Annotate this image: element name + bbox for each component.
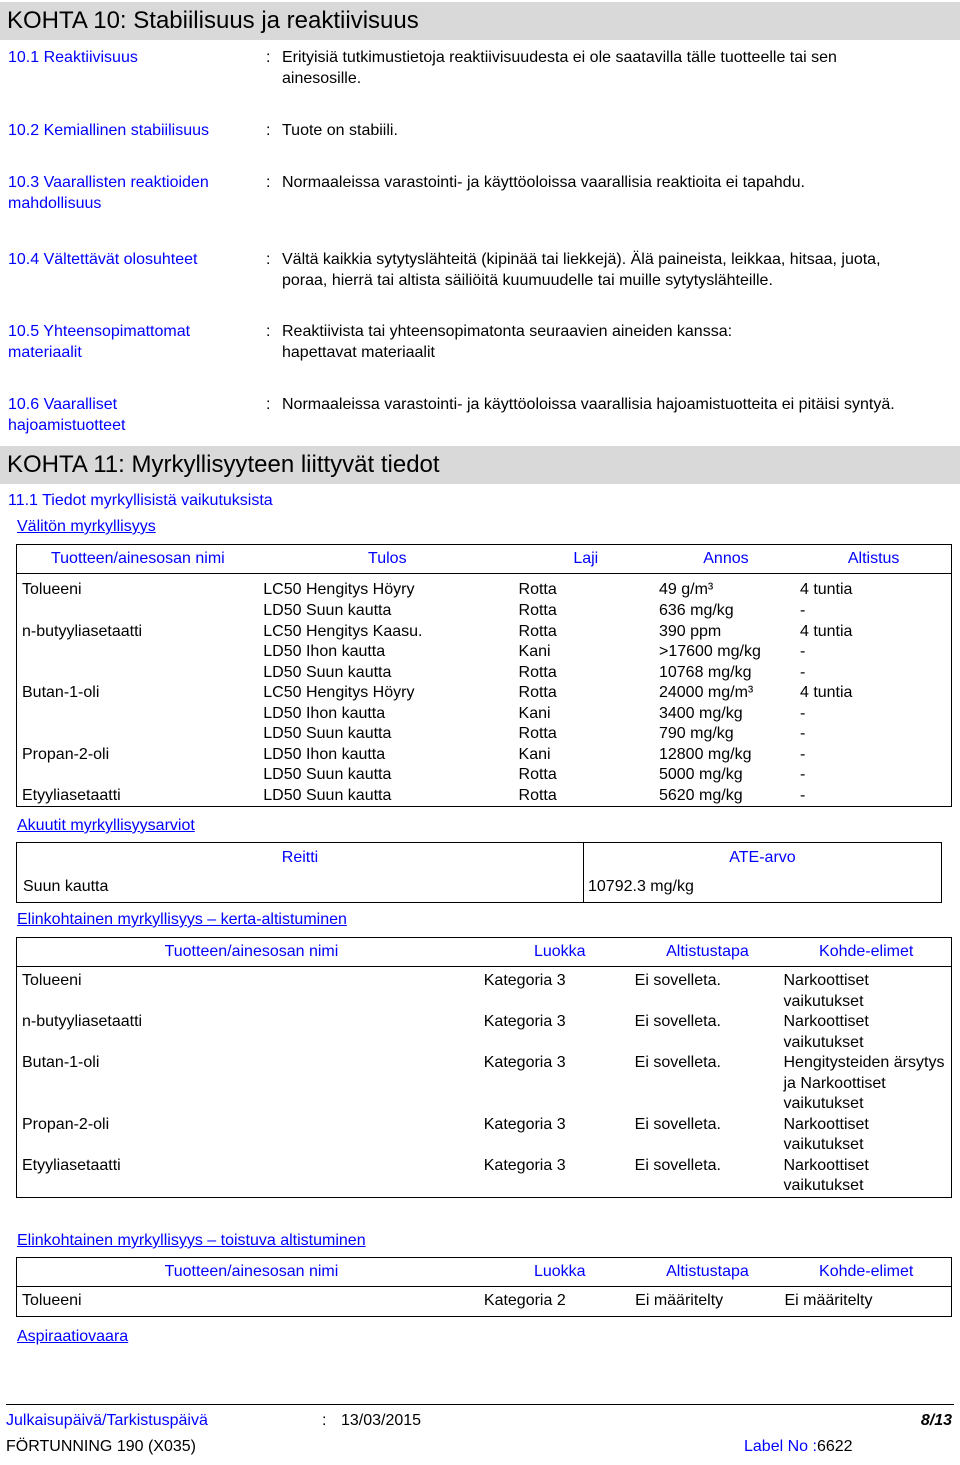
stot-repeat-row (17, 1287, 952, 1316)
acute-cell: n-butyyliasetaatti (22, 622, 143, 640)
acute-cell (17, 765, 260, 786)
acute-row (17, 745, 952, 766)
section-10-title: KOHTA 10: Stabiilisuus ja reaktiivisuus (0, 2, 960, 40)
acute-row (17, 663, 952, 684)
acute-cell: 12800 mg/kg (658, 745, 752, 763)
footer-page-number: 8/13 (920, 1412, 952, 1429)
stot-repeat-col-organs: Kohde-elimet (819, 1263, 914, 1280)
acute-toxicity-heading: Välitön myrkyllisyys (17, 518, 156, 535)
acute-cell: - (799, 745, 806, 763)
stot-single-heading: Elinkohtainen myrkyllisyys – kerta-altistuminen (17, 911, 347, 928)
acute-toxicity-table (16, 544, 952, 807)
stot-single-cell: n-butyyliasetaatti (22, 1013, 143, 1030)
stot-single-cell: Narkoottiset vaikutukset (783, 972, 869, 1010)
acute-cell (17, 704, 260, 725)
acute-cell: 10768 mg/kg (658, 663, 752, 681)
acute-cell: 636 mg/kg (658, 602, 734, 619)
ate-heading: Akuutit myrkyllisyysarviot (17, 817, 195, 834)
acute-cell: Rotta (518, 581, 557, 598)
acute-cell: LD50 Suun kautta (263, 663, 392, 681)
acute-cell: Tolueeni (22, 581, 82, 598)
acute-cell (17, 663, 260, 684)
stot-single-cell: Kategoria 3 (483, 1054, 566, 1071)
acute-cell: 5000 mg/kg (658, 766, 743, 783)
decomposition-value: Normaaleissa varastointi- ja käyttöoloissa vaarallisia hajoamistuotteita ei pitäisi syntyä. (282, 396, 895, 413)
stot-single-cell: Ei sovelleta. (634, 972, 721, 989)
aspiration-heading: Aspiraatiovaara (17, 1328, 129, 1345)
ate-table (16, 842, 942, 903)
acute-row (17, 786, 952, 807)
acute-cell: LC50 Hengitys Kaasu. (263, 622, 423, 640)
hazardous-reactions-label: 10.3 Vaarallisten reaktioiden (8, 174, 209, 191)
decomposition-label: 10.6 Vaaralliset (8, 396, 118, 413)
conditions-avoid-value-2: poraa, hierrä tai altista säiliöitä kuumuudelle tai muille sytytyslähteille. (282, 272, 773, 289)
acute-cell: LD50 Suun kautta (263, 766, 392, 783)
stot-repeat-header-box (16, 1257, 952, 1287)
stot-repeat-cell: Tolueeni (22, 1292, 82, 1309)
stot-single-table (16, 937, 952, 1198)
acute-cell: 4 tuntia (799, 684, 853, 701)
stot-single-cell: Narkoottiset vaikutukset (783, 1115, 869, 1153)
stot-single-cell: Kategoria 3 (483, 1156, 566, 1174)
acute-cell: 3400 mg/kg (658, 704, 743, 722)
ate-route-value: Suun kautta (23, 878, 109, 895)
acute-cell: Rotta (518, 725, 557, 742)
acute-cell: - (799, 766, 806, 783)
stot-single-col-name: Tuotteen/ainesosan nimi (164, 943, 339, 960)
hazardous-reactions-value: Normaaleissa varastointi- ja käyttöoloissa vaarallisia reaktioita ei tapahdu. (282, 174, 805, 191)
ate-col-value: ATE-arvo (584, 843, 942, 873)
acute-cell: >17600 mg/kg (658, 643, 761, 660)
footer-label-no: 6622 (816, 1438, 853, 1455)
stot-repeat-heading: Elinkohtainen myrkyllisyys – toistuva altistuminen (17, 1232, 366, 1249)
acute-cell: - (799, 725, 806, 742)
stability-colon: : (266, 122, 271, 139)
acute-col-dose: Annos (703, 550, 749, 567)
acute-cell: Rotta (518, 786, 557, 804)
acute-cell: LD50 Ihon kautta (263, 704, 386, 722)
acute-cell (17, 642, 260, 663)
stot-repeat-col-name: Tuotteen/ainesosan nimi (164, 1263, 339, 1280)
ate-col-route: Reitti (281, 848, 319, 866)
acute-row (17, 601, 952, 622)
acute-cell: - (799, 643, 806, 660)
stot-single-cell: Etyyliasetaatti (22, 1156, 121, 1174)
stot-single-row (17, 967, 952, 1012)
acute-cell: LD50 Ihon kautta (263, 745, 386, 763)
acute-cell: LC50 Hengitys Höyry (263, 684, 415, 701)
conditions-avoid-value: Vältä kaikkia sytytyslähteitä (kipinää tai liekkejä). Älä paineista, leikkaa, hitsaa, juota, (282, 251, 881, 268)
incompatible-value-2: hapettavat materiaalit (282, 344, 435, 361)
acute-cell: 4 tuntia (799, 622, 853, 640)
stot-single-cell: Tolueeni (22, 972, 82, 989)
stot-repeat-col-category: Luokka (533, 1263, 586, 1280)
footer-label-no-label: Label No : (744, 1438, 817, 1455)
acute-cell: - (799, 663, 806, 681)
stot-single-header-box (16, 937, 952, 967)
acute-cell: Kani (518, 745, 551, 763)
stot-single-col-route: Altistustapa (666, 943, 749, 960)
stot-single-col-category: Luokka (533, 943, 586, 960)
stot-single-col-organs: Kohde-elimet (819, 943, 914, 960)
stot-single-cell: Propan-2-oli (22, 1115, 110, 1133)
ate-box (16, 842, 942, 903)
section-11-subtitle: 11.1 Tiedot myrkyllisistä vaikutuksista (8, 492, 273, 509)
acute-cell: Kani (518, 643, 551, 660)
acute-cell: - (799, 704, 806, 722)
stot-single-cell: Kategoria 3 (483, 972, 566, 989)
stot-single-cell: Hengitysteiden ärsytys ja Narkoottiset vaikutukset (783, 1054, 945, 1112)
hazardous-reactions-colon: : (266, 174, 271, 191)
acute-row (17, 642, 952, 663)
ate-col-route-cell (17, 843, 584, 873)
stot-repeat-table (16, 1257, 952, 1317)
acute-col-species: Laji (573, 550, 599, 567)
acute-row (17, 724, 952, 745)
acute-cell: - (799, 602, 806, 619)
reactivity-value: Erityisiä tutkimustietoja reaktiivisuudesta ei ole saatavilla tälle tuotteelle tai sen (282, 49, 837, 66)
footer-date-label: Julkaisupäivä/Tarkistuspäivä (6, 1412, 208, 1429)
stot-single-cell: Ei sovelleta. (634, 1115, 721, 1133)
section-11-title: KOHTA 11: Myrkyllisyyteen liittyvät tiedot (0, 446, 960, 484)
stability-label: 10.2 Kemiallinen stabiilisuus (8, 122, 209, 139)
acute-col-exposure: Altistus (847, 550, 900, 567)
stot-single-cell: Narkoottiset vaikutukset (783, 1156, 869, 1194)
stot-single-row (17, 1012, 952, 1053)
footer-product: FÖRTUNNING 190 (X035) (6, 1438, 196, 1455)
acute-body-box (16, 574, 952, 807)
stot-single-row (17, 1053, 952, 1115)
decomposition-colon: : (266, 396, 271, 413)
acute-row (17, 622, 952, 643)
acute-cell: Rotta (518, 622, 557, 640)
stot-single-cell: Ei sovelleta. (634, 1013, 721, 1030)
acute-cell: LD50 Suun kautta (263, 602, 392, 619)
ate-value: 10792.3 mg/kg (584, 873, 942, 903)
acute-cell: Butan-1-oli (22, 684, 100, 701)
acute-cell: LD50 Suun kautta (263, 786, 392, 804)
acute-cell: 390 ppm (658, 622, 722, 640)
acute-row (17, 704, 952, 725)
acute-cell: Rotta (518, 684, 557, 701)
footer-colon: : (322, 1412, 327, 1429)
acute-cell: 5620 mg/kg (658, 786, 743, 804)
acute-cell: Rotta (518, 766, 557, 783)
stability-value: Tuote on stabiili. (282, 122, 398, 139)
acute-row (17, 765, 952, 786)
acute-cell: 790 mg/kg (658, 725, 734, 742)
acute-cell: Etyyliasetaatti (22, 786, 121, 804)
acute-cell: Rotta (518, 663, 557, 681)
acute-cell: LD50 Ihon kautta (263, 643, 386, 660)
acute-cell: 4 tuntia (799, 581, 853, 598)
stot-single-row (17, 1115, 952, 1156)
incompatible-value: Reaktiivista tai yhteensopimatonta seuraavien aineiden kanssa: (282, 323, 733, 340)
stot-repeat-body-box (16, 1287, 952, 1317)
acute-cell: LC50 Hengitys Höyry (263, 581, 415, 598)
stot-single-cell: Ei sovelleta. (634, 1156, 721, 1174)
stot-single-cell: Narkoottiset vaikutukset (783, 1013, 869, 1051)
acute-row (17, 683, 952, 704)
acute-cell: - (799, 786, 806, 804)
incompatible-colon: : (266, 323, 271, 340)
acute-cell: Propan-2-oli (22, 745, 110, 763)
acute-cell: Rotta (518, 602, 557, 619)
stot-single-cell: Ei sovelleta. (634, 1054, 721, 1071)
stot-repeat-cell: Kategoria 2 (483, 1292, 566, 1309)
footer-divider (6, 1404, 954, 1405)
footer-date: 13/03/2015 (341, 1412, 422, 1429)
incompatible-label: 10.5 Yhteensopimattomat (8, 323, 191, 340)
stot-repeat-cell: Ei määritelty (635, 1292, 724, 1309)
decomposition-label-2: hajoamistuotteet (8, 417, 126, 434)
stot-single-cell: Kategoria 3 (483, 1013, 566, 1030)
acute-col-result: Tulos (368, 550, 407, 567)
hazardous-reactions-label-2: mahdollisuus (8, 195, 102, 212)
stot-single-row (17, 1156, 952, 1198)
stot-repeat-cell: Ei määritelty (784, 1292, 873, 1309)
conditions-avoid-colon: : (266, 251, 271, 268)
acute-cell (17, 601, 260, 622)
acute-cell (17, 724, 260, 745)
conditions-avoid-label: 10.4 Vältettävät olosuhteet (8, 251, 198, 268)
stot-single-cell: Butan-1-oli (22, 1054, 100, 1071)
acute-cell: 24000 mg/m³ (658, 684, 754, 701)
acute-col-name: Tuotteen/ainesosan nimi (50, 550, 225, 567)
stot-single-cell: Kategoria 3 (483, 1115, 566, 1133)
incompatible-label-2: materiaalit (8, 344, 82, 361)
acute-cell: 49 g/m³ (658, 581, 714, 598)
acute-cell: Kani (518, 704, 551, 722)
reactivity-value-2: ainesosille. (282, 70, 362, 87)
stot-single-body-box (16, 967, 952, 1198)
acute-header-box (16, 544, 952, 574)
reactivity-label: 10.1 Reaktiivisuus (8, 49, 138, 66)
reactivity-colon: : (266, 49, 271, 66)
stot-repeat-col-route: Altistustapa (666, 1263, 749, 1280)
acute-row (17, 574, 952, 601)
acute-cell: LD50 Suun kautta (263, 725, 392, 742)
